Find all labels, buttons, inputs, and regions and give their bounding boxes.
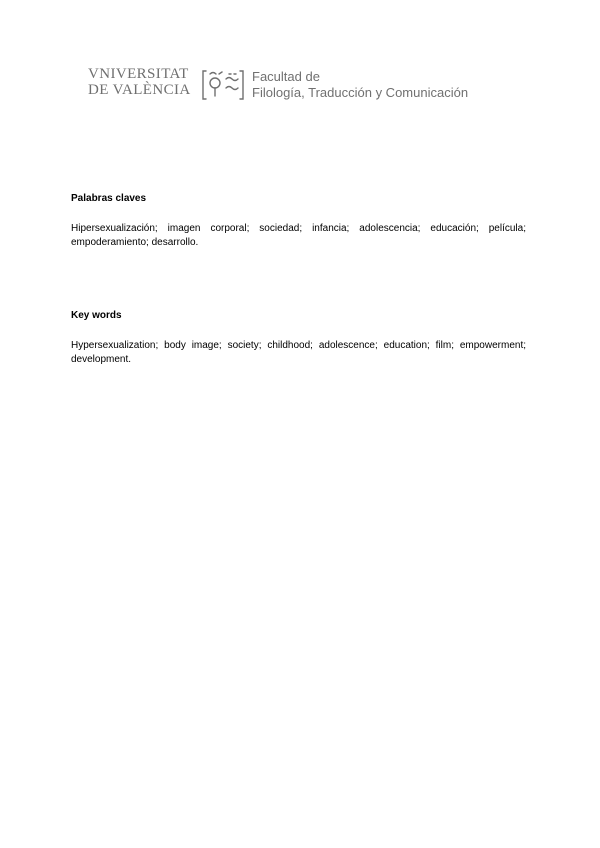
english-keywords-heading: Key words <box>71 310 122 321</box>
spanish-keywords-text: Hipersexualización; imagen corporal; sociedad; infancia; adolescencia; educación; película; empoderamiento; desarrollo. <box>71 223 526 248</box>
spanish-keywords-section <box>71 192 526 250</box>
english-keywords-section <box>71 309 526 367</box>
university-logo-line2: DE VALÈNCIA <box>88 82 191 98</box>
university-logo-line1: VNIVERSITAT <box>88 66 189 82</box>
university-logo <box>88 66 191 98</box>
english-keywords-text: Hypersexualization; body image; society; childhood; adolescence; education; film; empowerment; development. <box>71 340 526 365</box>
page-header <box>88 66 508 106</box>
faculty-name-line2: Filología, Traducción y Comunicación <box>252 85 469 100</box>
faculty-name <box>252 69 468 101</box>
faculty-emblem-icon <box>201 68 245 102</box>
faculty-name-line1: Facultad de <box>252 69 320 84</box>
spanish-keywords-heading: Palabras claves <box>71 193 147 204</box>
